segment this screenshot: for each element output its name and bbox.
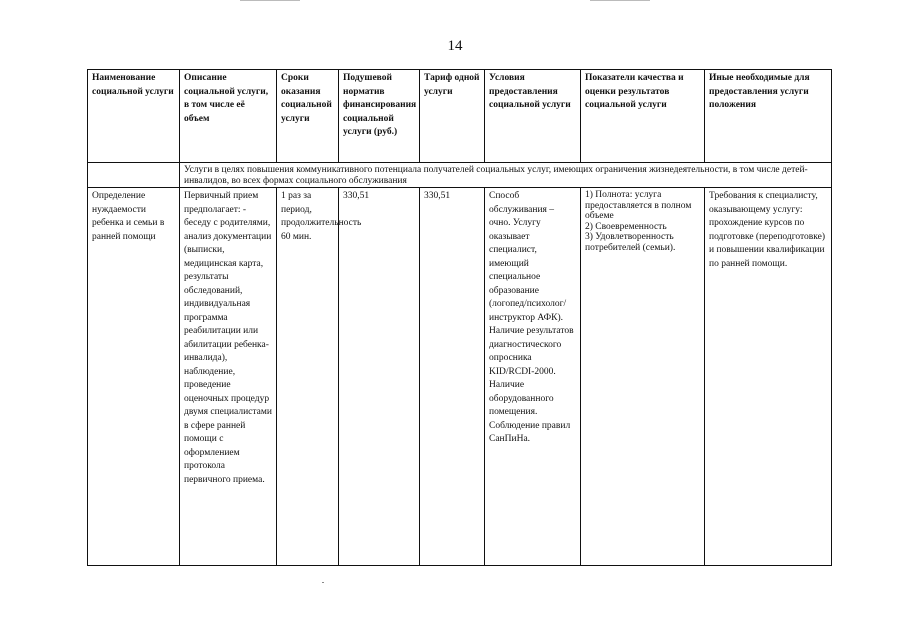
table-header-row — [88, 70, 832, 163]
cell-conditions: Способ обслуживания – очно. Услугу оказывает специалист, имеющий специальное образование (логопед/психолог/инструктор АФК). Наличие результатов диагностического опросника KID/RCDI-2000. Наличие оборудованного помещения. Соблюдение правил СанПиНа. — [485, 188, 581, 566]
cell-norm: 330,51 — [339, 188, 420, 566]
cell-service-name: Определение нуждаемости ребенка и семьи в ранней помощи — [88, 188, 180, 566]
header-terms: Сроки оказания социальной услуги — [277, 70, 339, 163]
table-row — [88, 188, 832, 566]
section-empty-cell — [88, 163, 180, 188]
services-table — [87, 69, 832, 566]
cell-other: Требования к специалисту, оказывающему услугу: прохождение курсов по подготовке (переподготовке) и повышении квалификации по ранней помощи. — [705, 188, 832, 566]
cell-terms: 1 раз за период, продолжительность 60 мин. — [277, 188, 339, 566]
top-edge-rule — [590, 0, 650, 1]
page-number: 14 — [447, 38, 463, 54]
header-tariff: Тариф одной услуги — [420, 70, 485, 163]
header-description: Описание социальной услуги, в том числе её объем — [180, 70, 277, 163]
quality-item: 1) Полнота: услуга предоставляется в полном объеме — [585, 190, 692, 221]
header-service-name: Наименование социальной услуги — [88, 70, 180, 163]
top-edge-rule — [240, 0, 300, 1]
section-row — [88, 163, 832, 188]
header-quality: Показатели качества и оценки результатов социальной услуги — [581, 70, 705, 163]
section-title: Услуги в целях повышения коммуникативного потенциала получателей социальных услуг, имеющих ограничения жизнедеятельности, в том числе детей-инвалидов, во всех формах социального обслуживания — [180, 163, 832, 188]
cell-tariff: 330,51 — [420, 188, 485, 566]
header-other: Иные необходимые для предоставления услуги положения — [705, 70, 832, 163]
scan-speck — [322, 582, 324, 583]
header-norm: Подушевой норматив финансирования социальной услуги (руб.) — [339, 70, 420, 163]
quality-item: 3) Удовлетворенность потребителей (семьи). — [585, 232, 676, 253]
header-conditions: Условия предоставления социальной услуги — [485, 70, 581, 163]
cell-description: Первичный прием предполагает: - беседу с родителями, анализ документации (выписки, медицинская карта, результаты обследований, индивидуальная программа реабилитации или абилитации ребенка-инвалида), наблюдение, проведение оценочных процедур двумя специалистами в сфере ранней помощи с оформлением протокола первичного приема. — [180, 188, 277, 566]
quality-item: 2) Своевременность — [585, 221, 667, 232]
cell-quality — [581, 188, 705, 566]
